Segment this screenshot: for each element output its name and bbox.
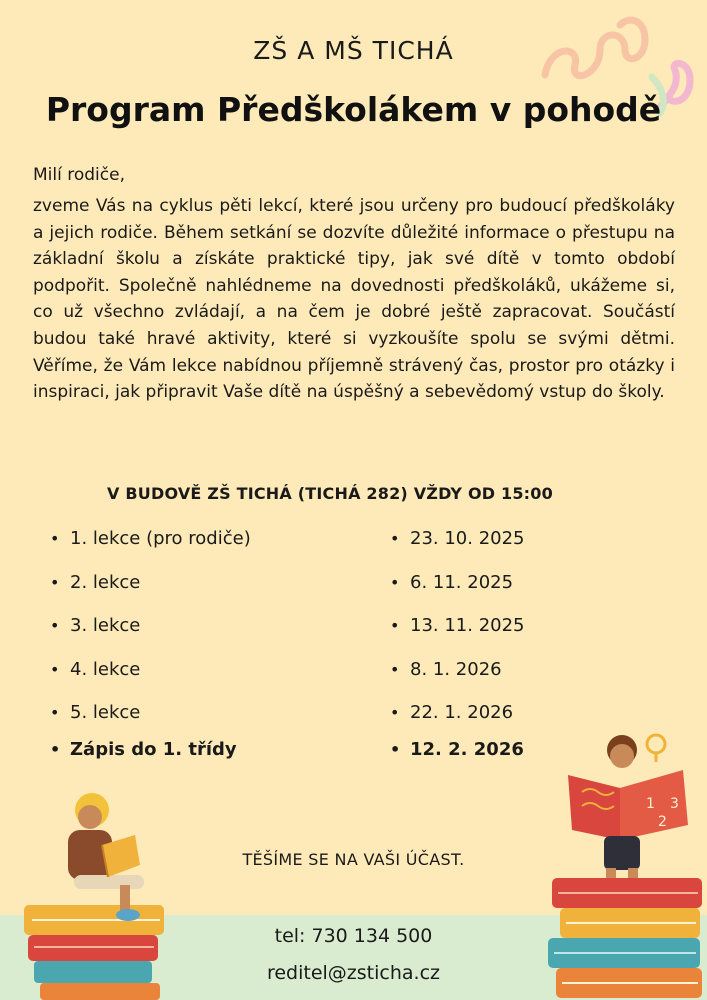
bullet-icon: •: [50, 703, 60, 722]
bullet-icon: •: [390, 529, 400, 548]
bullet-icon: •: [50, 740, 61, 759]
venue-info: V BUDOVĚ ZŠ TICHÁ (TICHÁ 282) VŽDY OD 15:00: [107, 484, 553, 503]
bullet-icon: •: [390, 572, 400, 592]
bullet-icon: •: [390, 616, 400, 635]
schedule-row: [50, 528, 570, 572]
lesson-date: 8. 1. 2026: [410, 658, 502, 680]
closing-message: TĚŠÍME SE NA VAŠI ÚČAST.: [242, 850, 465, 869]
bullet-icon: •: [50, 529, 60, 548]
bullet-icon: •: [50, 572, 60, 592]
schedule-row: [50, 702, 570, 739]
enrollment-date: 12. 2. 2026: [410, 739, 524, 760]
lesson-label: 2. lekce: [70, 571, 141, 593]
schedule-row: [50, 572, 570, 616]
schedule-row: [50, 659, 570, 703]
bullet-icon: •: [390, 659, 400, 679]
lesson-label: 5. lekce: [70, 702, 141, 723]
book-number-1: 1: [646, 796, 655, 812]
bullet-icon: •: [390, 740, 401, 759]
school-name: ZŠ A MŠ TICHÁ: [253, 36, 454, 65]
schedule-list: [50, 528, 570, 783]
letter-greeting: Milí rodiče,: [33, 165, 125, 185]
enrollment-label: Zápis do 1. třídy: [70, 739, 237, 760]
page-title: Program Předškolákem v pohodě: [45, 90, 662, 129]
lesson-date: 6. 11. 2025: [410, 571, 514, 593]
lesson-label: 1. lekce (pro rodiče): [70, 528, 251, 549]
book-number-3: 3: [670, 796, 679, 812]
lesson-label: 3. lekce: [70, 615, 141, 636]
contact-phone: tel: 730 134 500: [274, 925, 433, 947]
contact-email[interactable]: reditel@zsticha.cz: [266, 962, 441, 984]
schedule-row-enrollment: [50, 739, 570, 783]
lesson-label: 4. lekce: [70, 658, 141, 680]
lesson-date: 22. 1. 2026: [410, 702, 514, 723]
lesson-date: 13. 11. 2025: [410, 615, 525, 636]
bullet-icon: •: [50, 616, 60, 635]
book-number-2: 2: [658, 814, 667, 830]
lesson-date: 23. 10. 2025: [410, 528, 525, 549]
bullet-icon: •: [390, 703, 400, 722]
bullet-icon: •: [50, 659, 60, 679]
schedule-row: [50, 615, 570, 659]
letter-body: zveme Vás na cyklus pěti lekcí, které jsou určeny pro budoucí předškoláky a jejich rodiče. Během setkání se dozvíte důležité informace o přestupu na základní školu a získáte praktické tipy, jak své dítě v tomto období podpořit. Společně nahlédneme na dovednosti předškoláků, ukážeme si, co už všechno zvládají, a na čem je dobré ještě zapracovat. Součástí budou také hravé aktivity, které si vyzkoušíte spolu se svými dětmi. Věříme, že Vám lekce nabídnou příjemně strávený čas, prostor pro otázky i inspiraci, jak připravit Vaše dítě na úspěšný a sebevědomý vstup do školy.: [33, 196, 675, 403]
